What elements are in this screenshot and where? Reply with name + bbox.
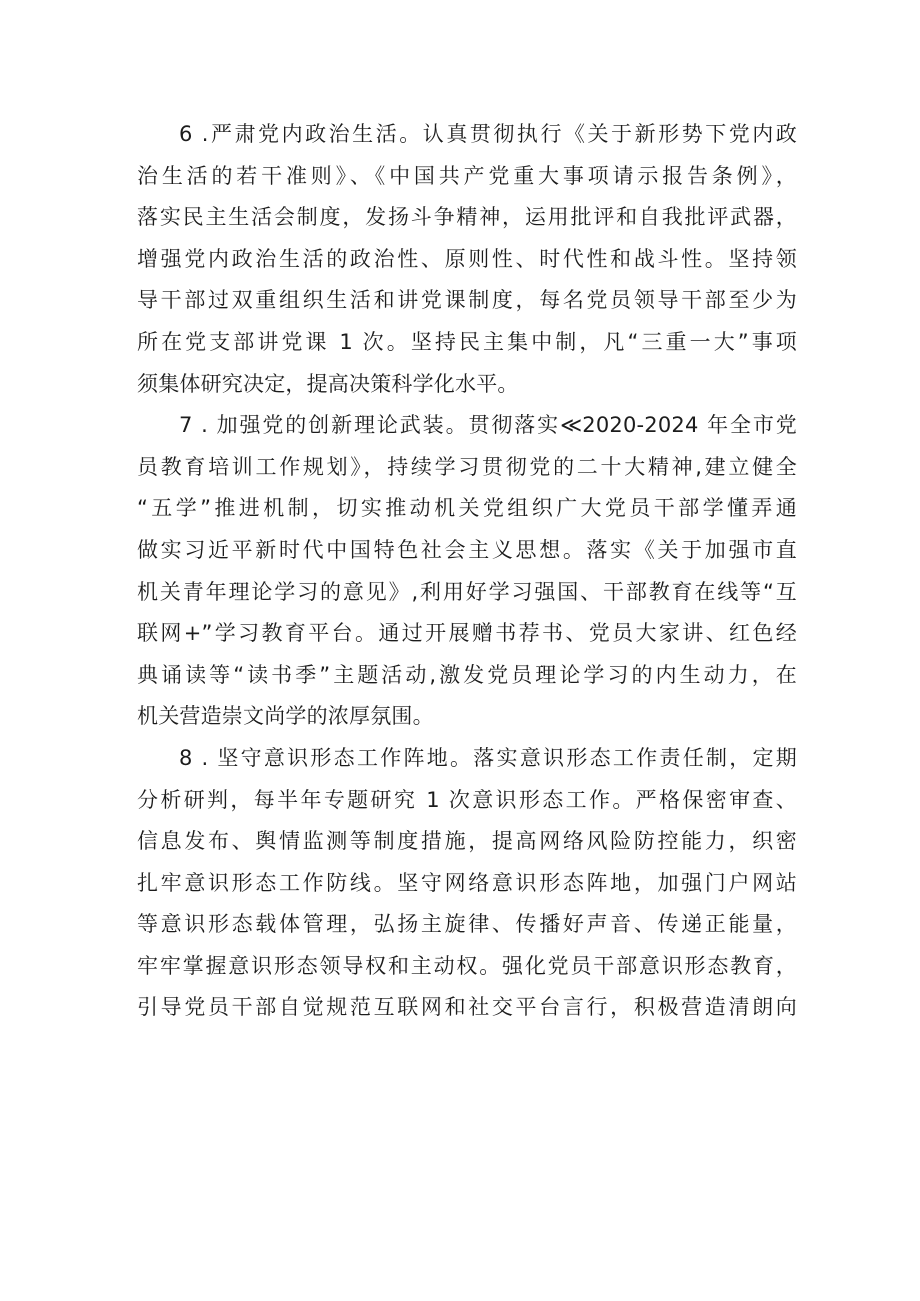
text-line: 引导党员干部自觉规范互联网和社交平台言行，积极营造清朗向 [137, 995, 797, 1020]
text-line: 做实习近平新时代中国特色社会主义思想。落实《关于加强市直 [137, 537, 797, 562]
text-line: 机关营造崇文尚学的浓厚氛围。 [137, 704, 434, 729]
text-line: 典诵读等“读书季”主题活动,激发党员理论学习的内生动力，在 [137, 662, 797, 687]
text-line: 等意识形态载体管理，弘扬主旋律、传播好声音、传递正能量， [137, 912, 797, 937]
text-line: 落实民主生活会制度，发扬斗争精神，运用批评和自我批评武器， [137, 205, 797, 230]
text-line: 机关青年理论学习的意见》,利用好学习强国、干部教育在线等“互 [137, 579, 797, 604]
text-line: 治生活的若干准则》、《中国共产党重大事项请示报告条例》， [137, 163, 797, 188]
text-line: 导干部过双重组织生活和讲党课制度，每名党员领导干部至少为 [137, 288, 797, 313]
text-line: 分析研判，每半年专题研究 1 次意识形态工作。严格保密审查、 [137, 787, 797, 812]
paragraph-7 [137, 405, 797, 738]
text-line: 联网+”学习教育平台。通过开展赠书荐书、党员大家讲、红色经 [137, 621, 797, 646]
text-line: 7 . 加强党的创新理论武装。贯彻落实≪2020-2024 年全市党 [179, 413, 797, 438]
text-line: 须集体研究决定，提高决策科学化水平。 [137, 371, 519, 396]
text-line: “五学”推进机制，切实推动机关党组织广大党员干部学懂弄通 [137, 496, 797, 521]
text-line: 8 . 坚守意识形态工作阵地。落实意识形态工作责任制，定期 [179, 745, 797, 770]
paragraph-8 [137, 738, 797, 1029]
text-line: 扎牢意识形态工作防线。坚守网络意识形态阵地，加强门户网站 [137, 870, 797, 895]
text-line: 所在党支部讲党课 1 次。坚持民主集中制，凡“三重一大”事项 [137, 329, 797, 354]
document-body [137, 114, 797, 1029]
paragraph-6 [137, 114, 797, 405]
text-line: 信息发布、舆情监测等制度措施，提高网络风险防控能力，织密 [137, 829, 797, 854]
text-line: 牢牢掌握意识形态领导权和主动权。强化党员干部意识形态教育， [137, 953, 797, 978]
text-line: 增强党内政治生活的政治性、原则性、时代性和战斗性。坚持领 [137, 246, 797, 271]
text-line: 员教育培训工作规划》，持续学习贯彻党的二十大精神,建立健全 [137, 454, 797, 479]
text-line: 6 .严肃党内政治生活。认真贯彻执行《关于新形势下党内政 [179, 122, 797, 146]
